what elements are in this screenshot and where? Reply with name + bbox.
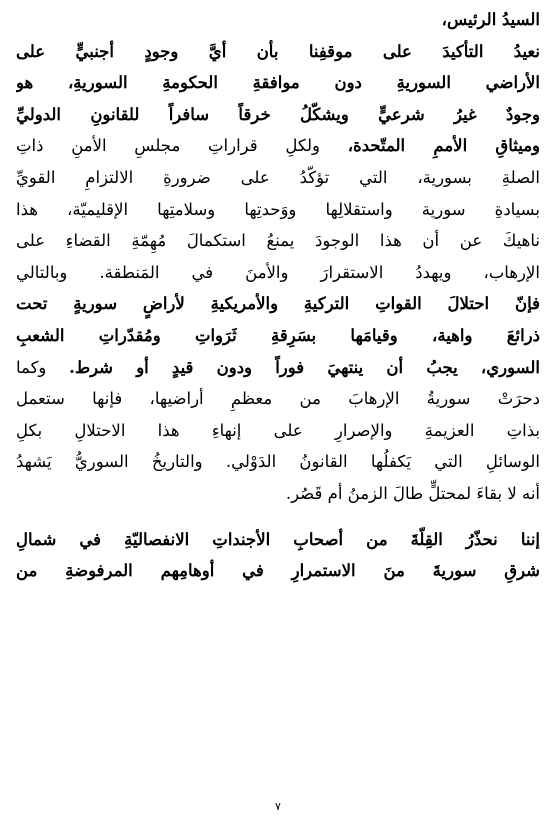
text-run: ذرائعَ واهية، وقيامَها بسَرِقةِ ثَرَواتِ ومُقدّراتِ الشعبِ [16,325,540,345]
paragraph-line [16,415,540,447]
text-run: بسيادةِ سورية واستقلالِها ووَحدتِها وسلامتِها الإقليميّة، هذا [16,199,540,219]
paragraph-2 [16,524,540,587]
salutation: السيدُ الرئيس، [441,10,540,29]
text-run: ولكلِ قراراتِ مجلسِ الأمنِ ذاتِ [16,136,348,156]
text-run: وميثاقِ الأممِ المتّحدة، [347,136,540,156]
paragraph-line [16,555,540,587]
paragraph-line [16,130,540,162]
text-run: الوسائلِ التي يَكفلُها القانونُ الدَوْلي. والتاريخُ السوريُّ يَشهدُ [16,452,540,472]
paragraph-line [16,67,540,99]
text-run: الإرهاب، ويهددُ الاستقرارَ والأمنَ في المَنطقة. وبالتالي [16,262,540,282]
paragraph-line [16,288,540,320]
paragraph-line [16,36,540,68]
paragraph-line [16,446,540,478]
paragraph-line [16,478,540,510]
text-run: إننا نحذّرُ القِلّةَ من أصحابِ الأجنداتِ الانفصاليّةِ في شمالِ [16,529,540,549]
text-run: شرقِ سوريةَ منَ الاستمرارِ في أوهامِهم المرفوضةِ من [16,561,540,581]
text-run: السوري، يجبُ أن ينتهيَ فوراً ودون قيدٍ أو شرط. [69,357,540,377]
page-number: ٧ [275,800,281,813]
text-run: فإنّ احتلالَ القواتِ التركيةِ والأمريكيةِ لأراضٍ سوريةٍ تحت [16,294,540,314]
paragraph-line [16,225,540,257]
paragraph-line [16,352,540,384]
text-run: نعيدُ التأكيدَ على موقفِنا بأن أيَّ وجودٍ أجنبيٍّ على [16,41,540,61]
paragraph-line [16,383,540,415]
text-run: بذاتِ العزيمةِ والإصرارِ على إنهاءِ هذا الاحتلالِ بكلِ [16,420,540,440]
text-run: وجودٌ غيرُ شرعيٍّ ويشكّلُ خرقاً سافراً للقانونِ الدوليِّ [16,104,540,124]
paragraph-1 [16,36,540,510]
text-run: الصلةِ بسورية، التي تؤكّدُ على ضرورةِ الالتزامِ القويِّ [16,167,540,187]
document-page [16,4,540,794]
text-run: دحرَتْ سوريةُ الإرهابَ من معظمِ أراضيها، فإنها ستعمل [16,389,540,409]
paragraph-spacer [16,510,540,524]
text-run: وكما [16,357,70,377]
paragraph-line [16,257,540,289]
paragraph-line [16,320,540,352]
paragraph-line [16,162,540,194]
paragraph-line [16,194,540,226]
text-run: ناهيكَ عن أن هذا الوجودَ يمنعُ استكمالَ مُهِمّةِ القضاءِ على [16,231,540,251]
text-run: الأراضي السوريةِ دون موافقةِ الحكومةِ السوريةِ، هو [16,73,540,93]
paragraph-line [16,99,540,131]
text-run: أنه لا بقاءَ لمحتلٍّ طالَ الزمنُ أم قَصُر. [285,483,540,503]
paragraph-line [16,524,540,556]
